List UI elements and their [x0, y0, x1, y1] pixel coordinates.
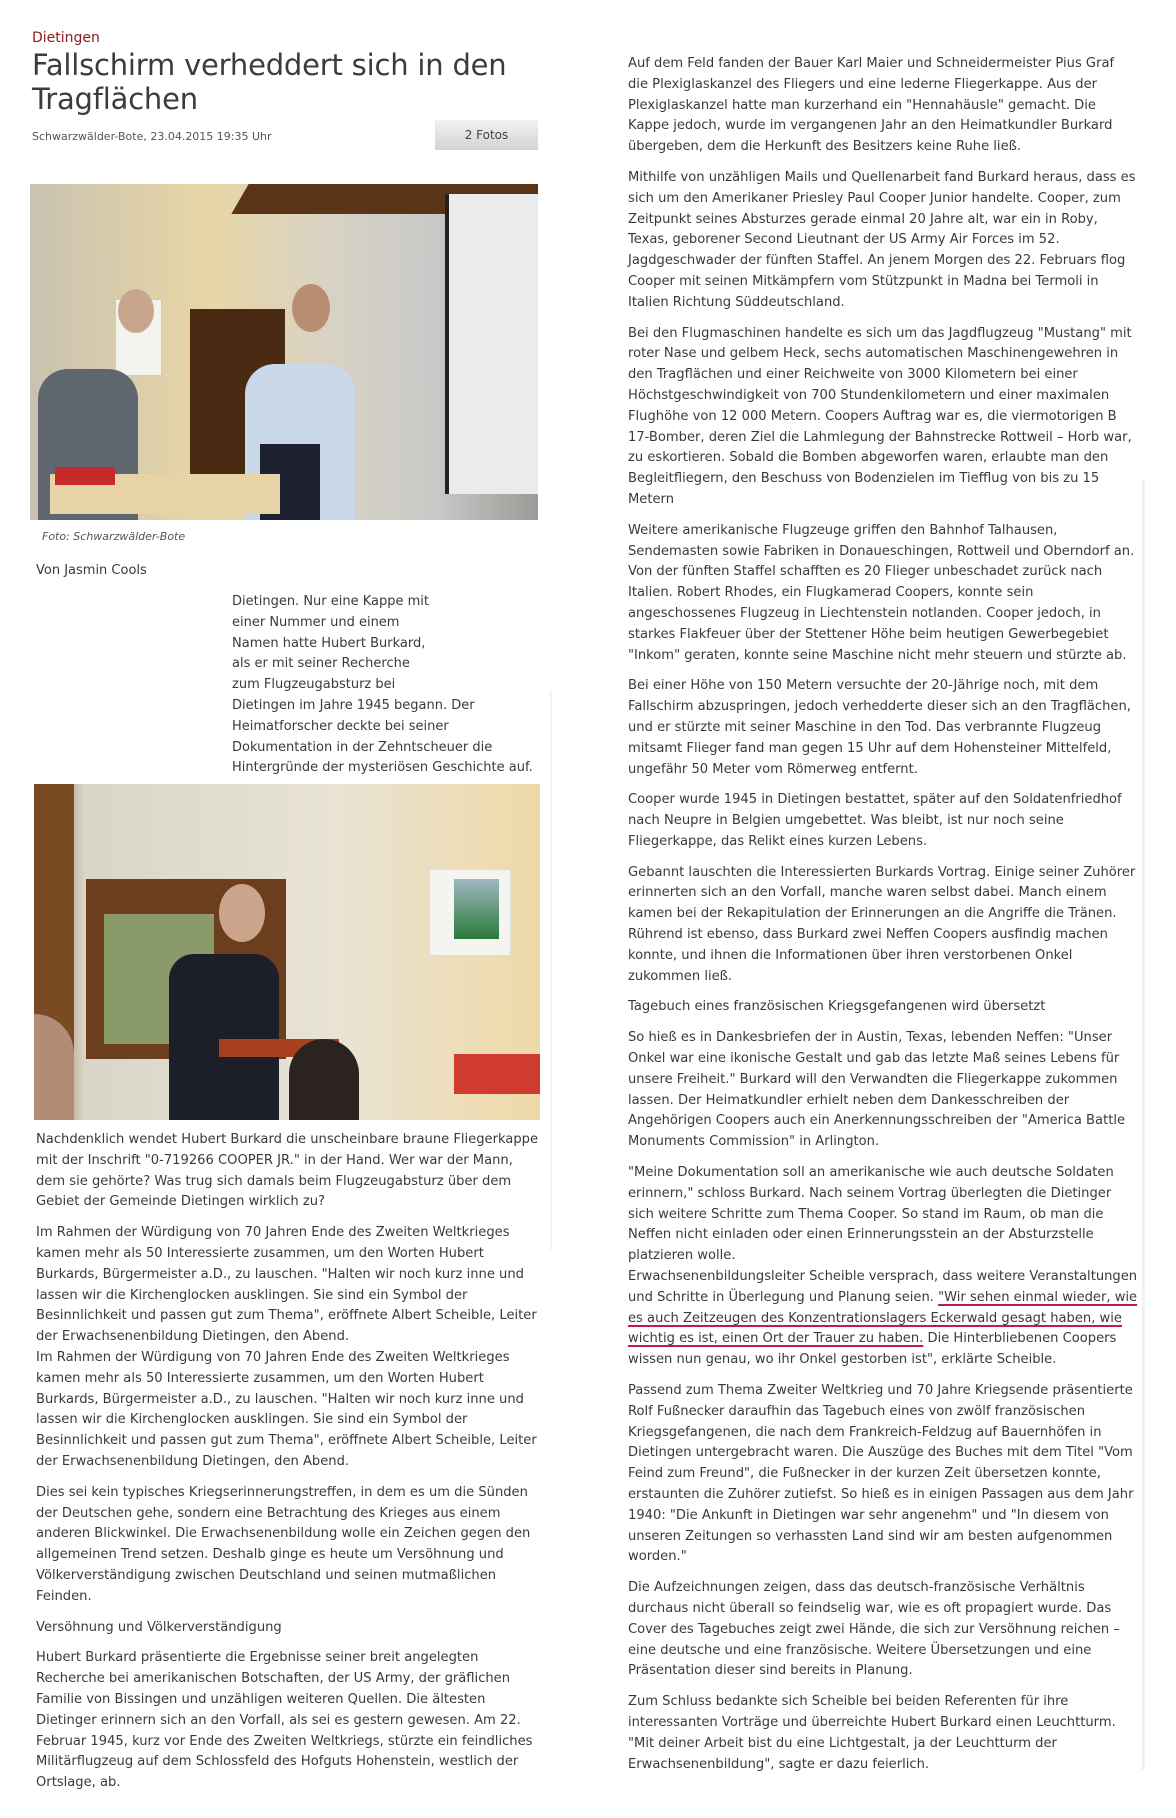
right-column-body — [628, 54, 1138, 1785]
lead-line: Dietingen. Nur eine Kappe mit — [232, 594, 430, 609]
photo-speaker-body — [169, 954, 279, 1120]
paragraph: Im Rahmen der Würdigung von 70 Jahren Ende des Zweiten Weltkrieges kamen mehr als 50 Interessierte zusammen, um den Worten Hubert Burkards, Bürgermeister a.D., zu lauschen. "Halten wir noch kurz inne und lassen wir die Kirchenglocken ausklingen. Sie sind ein Symbol der Besinnlichkeit und passen gut zum Thema", eröffnete Albert Scheible, Leiter der Erwachsenenbildung Dietingen, den Abend. — [36, 1225, 537, 1345]
paragraph: Gebannt lauschten die Interessierten Burkards Vortrag. Einige seiner Zuhörer erinnerten sich an den Vorfall, manche waren selbst dabei. Manch einem kamen bei der Rekapitulation der Erinnerungen an die Angriffe die Tränen. Rührend ist ebenso, dass Burkard zwei Neffen Coopers ausfindig machen konnte, und ihnen die Informationen über ihren verstorbenen Onkel zukommen ließ. — [628, 864, 1136, 984]
article-title: Fallschirm verheddert sich in den Tragflächen — [32, 48, 507, 116]
lead-line: einer Nummer und einem — [232, 614, 400, 630]
lead-line: Dokumentation in der Zehntscheuer die — [232, 739, 493, 755]
text-segment: Erwachsenenbildungsleiter Scheible versprach, dass weitere Veranstaltungen und Schritte in Überlegung und Planung seien. — [628, 1269, 1138, 1305]
scroll-edge — [1142, 480, 1145, 1770]
photo-poster-image — [454, 879, 499, 939]
article-photo-2[interactable] — [34, 784, 540, 1120]
subheading: Tagebuch eines französischen Kriegsgefangenen wird übersetzt — [628, 999, 1046, 1015]
paragraph: Auf dem Feld fanden der Bauer Karl Maier und Schneidermeister Pius Graf die Plexiglaskanzel des Fliegers und eine lederne Fliegerkappe. Aus der Plexiglaskanzel hatte man kurzerhand ein "Hennahäusle" gemacht. Die Kappe jedoch, wurde im vergangenen Jahr an den Heimatkundler Burkard übergeben, dem die Herkunft des Besitzers keine Ruhe ließ. — [628, 56, 1115, 155]
photo-folder — [55, 467, 115, 485]
photo-gallery-button[interactable]: 2 Fotos — [435, 120, 538, 150]
subheading: Versöhnung und Völkerverständigung — [36, 1619, 282, 1635]
article-photo-1[interactable] — [30, 184, 538, 520]
paragraph: Mithilfe von unzähligen Mails und Quellenarbeit fand Burkard heraus, dass es sich um den Amerikaner Priesley Paul Cooper Junior handelte. Cooper, zum Zeitpunkt seines Absturzes gerade einmal 20 Jahre alt, war ein in Roby, Texas, geborener Second Lieutnant der US Army Air Forces im 52. Jagdgeschwader der fünften Staffel. An jenem Morgen des 22. Februars flog Cooper mit seinen Mitkämpfern vom Stützpunkt in Madna bei Termoli in Italien Richtung Süddeutschland. — [628, 169, 1136, 310]
photo-caption: Foto: Schwarzwälder-Bote — [42, 530, 186, 543]
lead-line: Namen hatte Hubert Burkard, — [232, 635, 426, 651]
paragraph: Weitere amerikanische Flugzeuge griffen den Bahnhof Talhausen, Sendemasten sowie Fabriken in Donaueschingen, Rottweil und Oberndorf an. Von der fünften Staffel schafften es 20 Flieger unbeschadet zurück nach Italien. Robert Rhodes, ein Flugkamerad Coopers, konnte sein angeschossenes Flugzeug in Liechtenstein notlanden. Cooper jedoch, in starkes Flakfeuer über der Stettener Höhe beim heutigen Gewerbegebiet "Inkom" geraten, konnte seine Maschine nicht mehr steuern und stürzte ab. — [628, 522, 1135, 663]
paragraph: Dies sei kein typisches Kriegserinnerungstreffen, in dem es um die Sünden der Deutschen gehe, sondern eine Betrachtung des Krieges aus einem anderen Blickwinkel. Die Erwachsenenbildung wolle ein Zeichen gegen den allgemeinen Trend setzen. Deshalb ginge es heute um Versöhnung und Völkerverständigung zwischen Deutschland und seinen mutmaßlichen Feinden. — [36, 1484, 531, 1604]
paragraph: Bei den Flugmaschinen handelte es sich um das Jagdflugzeug "Mustang" mit roter Nase und gelbem Heck, sechs automatischen Maschinengewehren in den Tragflächen und einer Reichweite von 3000 Kilometern bei einer Höchstgeschwindigkeit von 700 Stundenkilometern und einer maximalen Flughöhe von 12 000 Metern. Coopers Auftrag war es, die viermotorigen B 17-Bomber, deren Ziel die Lahmlegung der Bahnstrecke Rottweil – Horb war, zu eskortieren. Sobald die Bomben abgeworfen waren, erlaubte man den Begleitfliegern, den Beschuss von Bodenzielen im Tiefflug von bis zu 15 Metern — [628, 325, 1132, 507]
column-divider — [550, 690, 552, 1250]
left-column-body — [36, 1130, 546, 1804]
highlighted-quote: "Wir sehen einmal wieder, wie es auch Zeitzeugen des Konzentrationslagers Eckerwald gesagt haben, wie wichtig es ist, einen Ort der Trauer zu haben. — [628, 1289, 1138, 1347]
article-lead — [232, 592, 542, 779]
lead-line: Dietingen im Jahre 1945 begann. Der — [232, 697, 475, 713]
article-meta: Schwarzwälder-Bote, 23.04.2015 19:35 Uhr — [32, 130, 272, 143]
text-segment: Die Hinterbliebenen Coopers wissen nun genau, wo ihr Onkel gestorben ist", erklärte Scheible. — [628, 1331, 1117, 1368]
photo-folder — [454, 1054, 540, 1094]
author-byline: Von Jasmin Cools — [36, 563, 147, 578]
lead-line: zum Flugzeugabsturz bei — [232, 677, 396, 693]
paragraph: Cooper wurde 1945 in Dietingen bestattet, später auf den Soldatenfriedhof nach Neupre in Belgien umgebettet. Was bleibt, ist nur noch seine Fliegerkappe, das Relikt eines kurzen Lebens. — [628, 792, 1122, 849]
paragraph: So hieß es in Dankesbriefen der in Austin, Texas, lebenden Neffen: "Unser Onkel war eine ikonische Gestalt und gab das letzte Maß seines Lebens für unsere Freiheit." Burkard will den Verwandten die Fliegerkappe zukommen lassen. Der Heimatkundler erhielt neben dem Dankesschreiben der Angehörigen Coopers auch ein Anerkennungsschreiben der "America Battle Monuments Commission" in Arlington. — [628, 1030, 1126, 1150]
photo-head-right — [292, 284, 330, 332]
location-kicker: Dietingen — [32, 30, 100, 46]
scheible-paragraph — [628, 1267, 1138, 1371]
paragraph: Nachdenklich wendet Hubert Burkard die unscheinbare braune Fliegerkappe mit der Inschrift "0-719266 COOPER JR." in der Hand. Wer war der Mann, dem sie gehörte? Was trug sich damals beim Flugzeugabsturz über dem Gebiet der Gemeinde Dietingen wirklich zu? — [36, 1132, 539, 1210]
photo-audience-head — [289, 1039, 359, 1120]
lead-line: als er mit seiner Recherche — [232, 656, 410, 672]
paragraph: Im Rahmen der Würdigung von 70 Jahren Ende des Zweiten Weltkrieges kamen mehr als 50 Interessierte zusammen, um den Worten Hubert Burkards, Bürgermeister a.D., zu lauschen. "Halten wir noch kurz inne und lassen wir die Kirchenglocken ausklingen. Sie sind ein Symbol der Besinnlichkeit und passen gut zum Thema", eröffnete Albert Scheible, Leiter der Erwachsenenbildung Dietingen, den Abend. — [36, 1349, 537, 1469]
photo-speaker-head — [219, 884, 265, 942]
paragraph: Zum Schluss bedankte sich Scheible bei beiden Referenten für ihre interessanten Vorträge und überreichte Hubert Burkard einen Leuchtturm. "Mit deiner Arbeit bist du eine Lichtgestalt, ja der Leuchtturm der Erwachsenenbildung", sagte er dazu feierlich. — [628, 1694, 1116, 1772]
lead-line: Hintergründe der mysteriösen Geschichte auf. — [232, 760, 533, 776]
lead-line: Heimatforscher deckte bei seiner — [232, 718, 449, 734]
photo-head-left — [118, 289, 154, 333]
paragraph: "Meine Dokumentation soll an amerikanische wie auch deutsche Soldaten erinnern," schloss Burkard. Nach seinem Vortrag überlegten die Dietinger sich weitere Schritte zum Thema Cooper. So stand im Raum, ob man die Neffen nicht einladen oder einen Erinnerungsstein an der Absturzstelle platzieren wolle. — [628, 1165, 1114, 1264]
photo-screen — [445, 194, 538, 494]
paragraph: Hubert Burkard präsentierte die Ergebnisse seiner breit angelegten Recherche bei amerikanischen Botschaften, der US Army, der gräflichen Familie von Bissingen und unzähligen weiteren Quellen. Die ältesten Dietinger erinnern sich an den Vorfall, als sei es gestern gewesen. Am 22. Februar 1945, kurz vor Ende des Zweiten Weltkriegs, stürzte ein feindliches Militärflugzeug auf dem Schlossfeld des Hofguts Hohenstein, westlich der Ortslage, ab. — [36, 1650, 533, 1791]
paragraph: Die Aufzeichnungen zeigen, dass das deutsch-französische Verhältnis durchaus nicht überall so feindselig war, wie es oft propagiert wurde. Das Cover des Tagebuches zeigt zwei Hände, die sich zur Versöhnung reichen – eine deutsche und eine französische. Weitere Übersetzungen und eine Präsentation dieser sind bereits in Planung. — [628, 1580, 1120, 1679]
paragraph: Bei einer Höhe von 150 Metern versuchte der 20-Jährige noch, mit dem Fallschirm abzuspringen, jedoch verhedderte dieser sich an den Tragflächen, und er stürzte mit seiner Maschine in den Tod. Das verbrannte Flugzeug mitsamt Flieger fand man gegen 15 Uhr auf dem Hohensteiner Mittelfeld, ungefähr 50 Meter vom Römerweg entfernt. — [628, 678, 1131, 777]
paragraph: Passend zum Thema Zweiter Weltkrieg und 70 Jahre Kriegsende präsentierte Rolf Fußnecker daraufhin das Tagebuch eines von zwölf französischen Kriegsgefangenen, die nach dem Frankreich-Feldzug auf Bauernhöfen in Dietingen untergebracht waren. Die Auszüge des Buches mit dem Titel "Vom Feind zum Freund", die Fußnecker in der kurzen Zeit übersetzen konnte, erstaunten die Zuhörer zutiefst. So hieß es in einigen Passagen aus dem Jahr 1940: "Die Ankunft in Dietingen war sehr angenehm" und "In diesem von unseren Zeitungen so verhassten Land sind wir am besten aufgenommen worden." — [628, 1383, 1134, 1565]
